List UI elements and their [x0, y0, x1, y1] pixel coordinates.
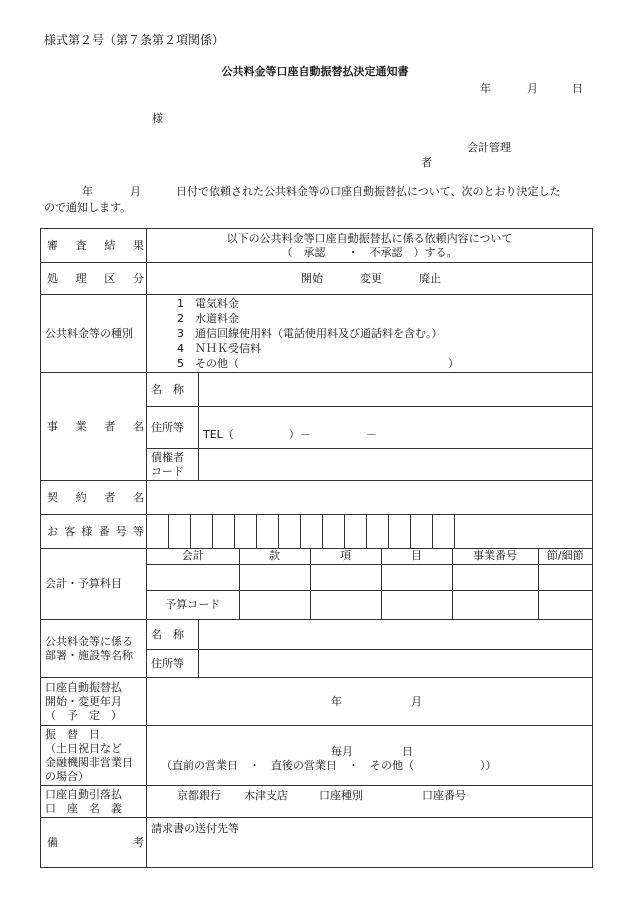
budget-code-label: 予算コード [147, 590, 239, 619]
document-title: 公共料金等口座自動振替払決定通知書 [221, 65, 409, 78]
form-reference: 様式第２号（第７条第２項関係） [44, 33, 225, 47]
fee-type-item: 3 通信回線使用料（電話使用料及び通話料を含む。） [177, 327, 443, 340]
department-address-field[interactable] [199, 650, 593, 678]
department-address-label: 住所等 [147, 650, 199, 678]
transfer-date-label: 振 替 日 （土日祝日など 金融機関非営業日 の場合） [41, 726, 147, 786]
account-type-label: 口座種別 [319, 788, 363, 802]
review-line2: （ 承認 ・ 不承認 ）する。 [281, 245, 458, 259]
intro-month: 月 [130, 185, 141, 198]
row-budget [41, 549, 593, 620]
transfer-date-field[interactable] [147, 726, 593, 786]
business-name-label: 名 称 [147, 373, 199, 407]
option-start[interactable]: 開始 [301, 271, 323, 285]
row-contractor [41, 481, 593, 515]
fee-type-list [147, 295, 593, 373]
budget-header-project-number: 事業番号 [452, 549, 538, 564]
account-number-label: 口座番号 [422, 788, 466, 802]
remarks-label: 備 考 [41, 818, 147, 868]
branch-name: 木津支店 [244, 788, 288, 802]
contractor-field[interactable] [147, 481, 593, 515]
row-start-date [41, 678, 593, 726]
start-date-year: 年 [331, 694, 342, 708]
bank-name: 京都銀行 [177, 788, 221, 802]
review-result-label: 審 査 結 果 [41, 229, 147, 263]
budget-label: 会計・予算科目 [41, 549, 147, 620]
row-account [41, 786, 593, 818]
budget-header-section: 節/細節 [538, 549, 592, 564]
review-line1: 以下の公共料金等口座自動振替払に係る依頼内容について [226, 231, 513, 245]
row-fee-type [41, 295, 593, 373]
budget-header-kan: 款 [239, 549, 310, 564]
budget-header-moku: 目 [381, 549, 452, 564]
row-remarks [41, 818, 593, 868]
intro-text-line2: ので通知します。 [44, 201, 132, 214]
department-name-label: 名 称 [147, 620, 199, 650]
customer-number-boxes[interactable] [147, 515, 593, 549]
row-business-name [41, 373, 593, 407]
remarks-content: 請求書の送付先等 [151, 822, 239, 835]
creditor-code-label: 債権者 コード [147, 449, 199, 481]
option-change[interactable]: 変更 [360, 271, 382, 285]
budget-kan-field[interactable] [239, 564, 310, 590]
fee-type-item: 5 その他（ ） [177, 357, 459, 370]
start-date-field[interactable] [147, 678, 593, 726]
transfer-monthly: 毎月 [331, 744, 353, 758]
processing-type-options [147, 263, 593, 295]
budget-section-field[interactable] [538, 564, 592, 590]
budget-kou-field[interactable] [310, 564, 381, 590]
business-name-field[interactable] [199, 373, 593, 407]
row-department-name [41, 620, 593, 650]
notification-form-table [40, 228, 593, 868]
budget-header-kou: 項 [310, 549, 381, 564]
row-transfer-date [41, 726, 593, 786]
row-customer-number [41, 515, 593, 549]
review-result-content [147, 229, 593, 263]
budget-project-field[interactable] [452, 564, 538, 590]
start-date-label: 口座自動振替払 開始・変更年月 （ 予 定 ） [41, 678, 147, 726]
row-review-result [41, 229, 593, 263]
budget-moku-field[interactable] [381, 564, 452, 590]
start-date-month: 月 [411, 694, 422, 708]
row-processing-type [41, 263, 593, 295]
date-day: 日 [572, 82, 583, 95]
department-name-field[interactable] [199, 620, 593, 650]
fee-type-item: 1 電気料金 [177, 297, 239, 310]
issuer-line2: 者 [421, 156, 432, 169]
account-label: 口座自動引落払 口 座 名 義 [41, 786, 147, 818]
creditor-code-field[interactable] [199, 449, 593, 481]
date-month: 月 [527, 82, 538, 95]
option-abolish[interactable]: 廃止 [419, 271, 441, 285]
budget-account-field[interactable] [147, 564, 239, 590]
fee-type-item: 2 水道料金 [177, 312, 239, 325]
intro-text-line1: 日付で依頼された公共料金等の口座自動振替払について、次のとおり決定した [176, 185, 561, 198]
business-label: 事 業 者 名 [41, 373, 147, 481]
account-field[interactable] [147, 786, 593, 818]
fee-type-label: 公共料金等の種別 [41, 295, 147, 373]
department-label: 公共料金等に係る 部署・施設等名称 [41, 620, 147, 678]
business-address-label: 住所等 [147, 407, 199, 449]
business-tel: TEL（ ）－ － [203, 427, 377, 441]
budget-code-field[interactable] [239, 590, 310, 619]
fee-type-item: 4 ＮＨＫ受信料 [177, 342, 261, 355]
intro-year: 年 [82, 185, 93, 198]
transfer-holiday-options: （直前の営業日 ・ 直後の営業日 ・ その他（ ）） [161, 758, 497, 772]
business-tel-field[interactable] [199, 407, 593, 449]
budget-header-account: 会計 [147, 549, 239, 564]
date-year: 年 [480, 82, 491, 95]
recipient-suffix: 様 [152, 112, 163, 125]
contractor-label: 契 約 者 名 [41, 481, 147, 515]
transfer-day: 日 [402, 744, 413, 758]
budget-grid [147, 549, 593, 620]
processing-type-label: 処 理 区 分 [41, 263, 147, 295]
customer-number-label: お 客 様 番 号 等 [41, 515, 147, 549]
issuer-line1: 会計管理 [467, 141, 511, 154]
remarks-field[interactable] [147, 818, 593, 868]
